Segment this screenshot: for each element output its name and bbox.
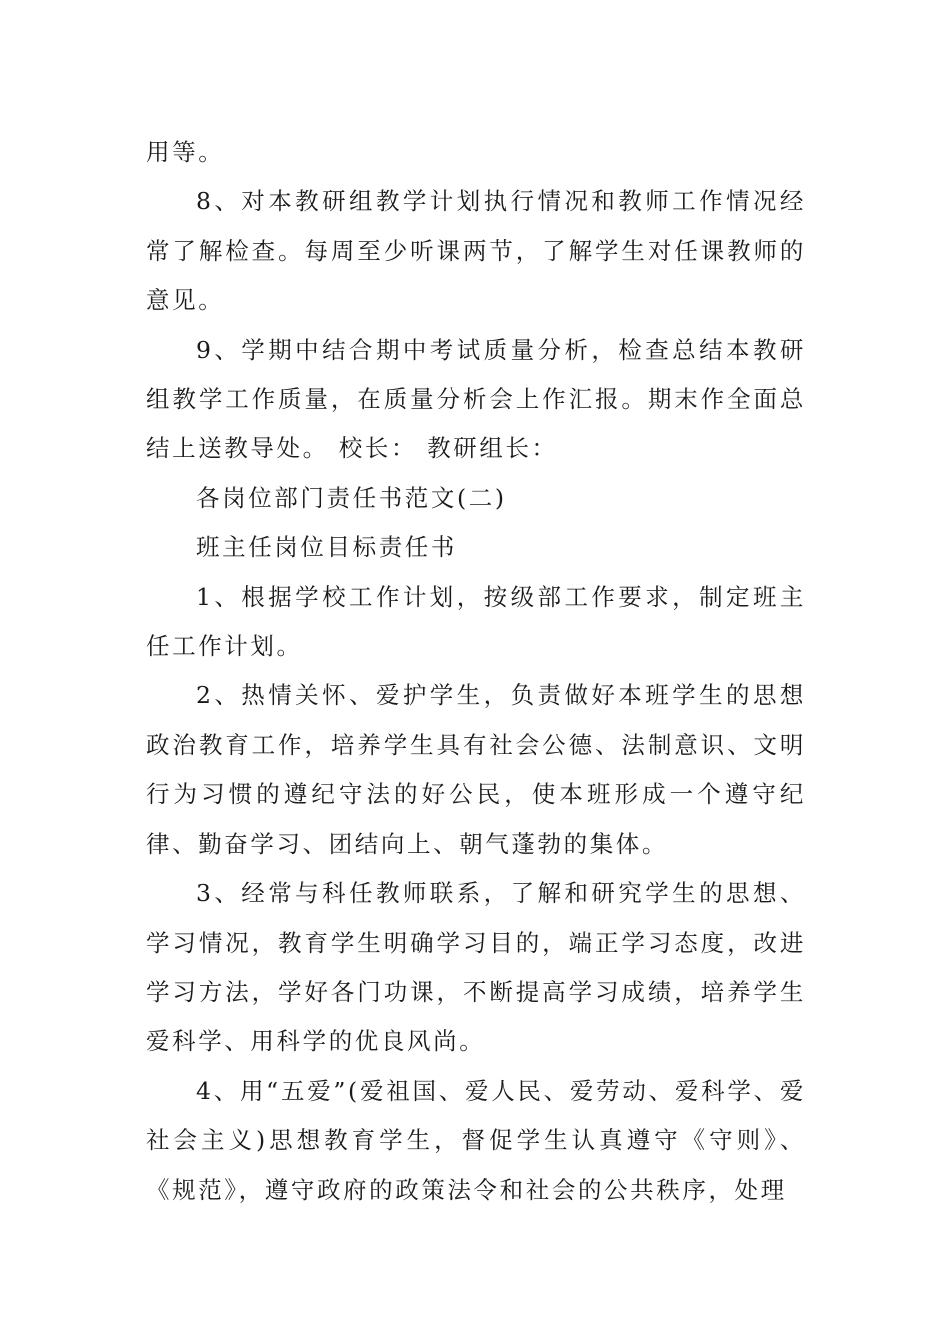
document-body	[146, 128, 806, 1215]
paragraph-item-2: 2、热情关怀、爱护学生，负责做好本班学生的思想政治教育工作，培养学生具有社会公德、法制意识、文明行为习惯的遵纪守法的好公民，使本班形成一个遵守纪律、勤奋学习、团结向上、朝气蓬勃的集体。	[146, 681, 806, 858]
section-title: 各岗位部门责任书范文(二)	[196, 483, 507, 512]
paragraph-item-3: 3、经常与科任教师联系，了解和研究学生的思想、学习情况，教育学生明确学习目的，端正学习态度，改进学习方法，学好各门功课，不断提高学习成绩，培养学生爱科学、用科学的优良风尚。	[146, 879, 806, 1056]
paragraph-item-4: 4、用“五爱”(爱祖国、爱人民、爱劳动、爱科学、爱社会主义)思想教育学生，督促学生认真遵守《守则》、《规范》，遵守政府的政策法令和社会的公共秩序，处理	[146, 1076, 806, 1204]
paragraph-item-8: 8、对本教研组教学计划执行情况和教师工作情况经常了解检查。每周至少听课两节，了解学生对任课教师的意见。	[146, 187, 806, 315]
paragraph-item-1: 1、根据学校工作计划，按级部工作要求，制定班主任工作计划。	[146, 582, 806, 661]
section-subtitle: 班主任岗位目标责任书	[196, 533, 457, 562]
paragraph-continuation: 用等。	[146, 138, 225, 166]
paragraph-item-9: 9、学期中结合期中考试质量分析，检查总结本教研组教学工作质量，在质量分析会上作汇报。期末作全面总结上送教导处。 校长： 教研组长：	[146, 335, 806, 463]
